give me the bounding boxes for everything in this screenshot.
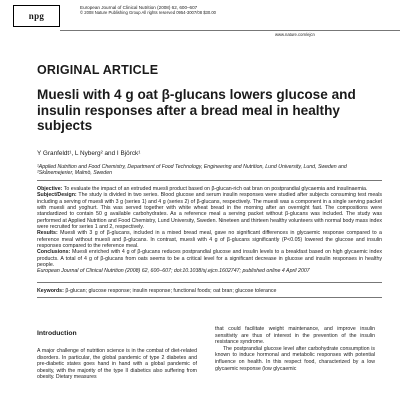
abstract-top-divider (37, 180, 382, 181)
introduction-heading: Introduction (37, 330, 77, 337)
abstract (37, 186, 382, 275)
design-text: The study is divided in two series. Blood glucose and serum insulin responses were studied after subjects consuming test meals including a serving of muesli with 3 g (series 1) and 4 g (series 2) of β-glucans, respectively. The muesli was a component in a single serving packet with muesli and yoghurt. This was served together with white wheat bread in the morning after an overnight fast. The compositions were standardized to contain 50 g available carbohydrates. As a reference meal a serving packet without β-glucans was included. The study was performed at Applied Nutrition and Food Chemistry, Lund University, Sweden. Nineteen and thirteen healthy volunteers with normal body mass index were recruited for series 1 and 2, respectively. (37, 192, 382, 231)
results-label: Results: (37, 230, 58, 237)
design-label: Subject/Design: (37, 192, 77, 199)
conclusions-text: Muesli enriched with 4 g of β-glucans reduces postprandial glucose and insulin levels to a breakfast based on high glycaemic index products. A total of 4 g of β-glucans from oats seems to be a critical level for a significant decrease in glucose and insulin responses in healthy people. (37, 249, 382, 269)
intro-paragraph: A major challenge of nutrition science is in the combat of diet-related disorders. In particular, the global pandemic of type 2 diabetes and pre-diabetic states goes hand in hand with a global pandemic of obesity, with the majority of the type II diabetics also suffering from obesity. Dietary measures (37, 348, 197, 381)
journal-citation-line: European Journal of Clinical Nutrition (2008) 62, 600–607 (80, 5, 198, 10)
affiliations: ¹Applied Nutrition and Food Chemistry, Department of Food Technology, Engineering and Nutrition, Lund University, Lund, Sweden and ²Skånemejerier, Malmö, Sweden (37, 164, 347, 177)
keywords-label: Keywords: (37, 288, 64, 294)
keywords-bottom-divider (37, 297, 382, 298)
abstract-results (37, 230, 382, 249)
copyright-line: © 2008 Nature Publishing Group All rights reserved 0954-3007/08 $30.00 (80, 10, 217, 16)
article-type-label: ORIGINAL ARTICLE (37, 63, 159, 77)
objective-label: Objective: (37, 186, 63, 192)
header-divider (60, 30, 400, 31)
results-text: Muesli with 3 g of β-glucans, included in a mixed bread meal, gave no significant differences in glycaemic response compared to a reference meal without muesli and β-glucans. In contrast, muesli with 4 g of β-glucans significantly (P<0.05) lowered the glucose and insulin responses compared to the reference meal. (37, 230, 382, 250)
author-list: Y Granfeldt¹, L Nyberg² and I Björck¹ (37, 150, 141, 157)
body-column-right (215, 326, 375, 372)
abstract-citation (37, 268, 382, 274)
journal-website[interactable]: www.nature.com/ejcn (275, 32, 315, 37)
publisher-logo (13, 5, 60, 27)
publisher-logo-text: npg (28, 11, 45, 21)
right-paragraph-1: that could facilitate weight maintenance, and improve insulin sensitivity are thus of interest in the prevention of the insulin resistance syndrome. (215, 326, 375, 346)
keywords-text: β-glucan; glucose response; insulin response; functional foods; oat bran; glucose tolerance (65, 288, 277, 294)
abstract-conclusions (37, 249, 382, 268)
keywords-top-divider (37, 282, 382, 283)
conclusions-label: Conclusions: (37, 249, 71, 256)
keywords (37, 288, 276, 294)
citation-text: European Journal of Clinical Nutrition (2008) 62, 600–607; doi:10.1038/sj.ejcn.1602747; published online 4 April 2007 (37, 268, 310, 275)
article-title: Muesli with 4 g oat β-glucans lowers glucose and insulin responses after a bread meal in healthy subjects (37, 87, 356, 134)
journal-header (80, 5, 216, 15)
objective-text: To evaluate the impact of an extruded muesli product based on β-glucan-rich oat bran on postprandial glycaemia and insulinaemia. (63, 186, 368, 192)
right-paragraph-2: The postprandial glucose level after carbohydrate consumption is known to induce hormonal and metabolic responses with potential influence on health. In this respect food, characterized by a low glycaemic response (low glycaemic (215, 345, 375, 372)
abstract-design (37, 192, 382, 230)
body-column-left (37, 348, 197, 381)
